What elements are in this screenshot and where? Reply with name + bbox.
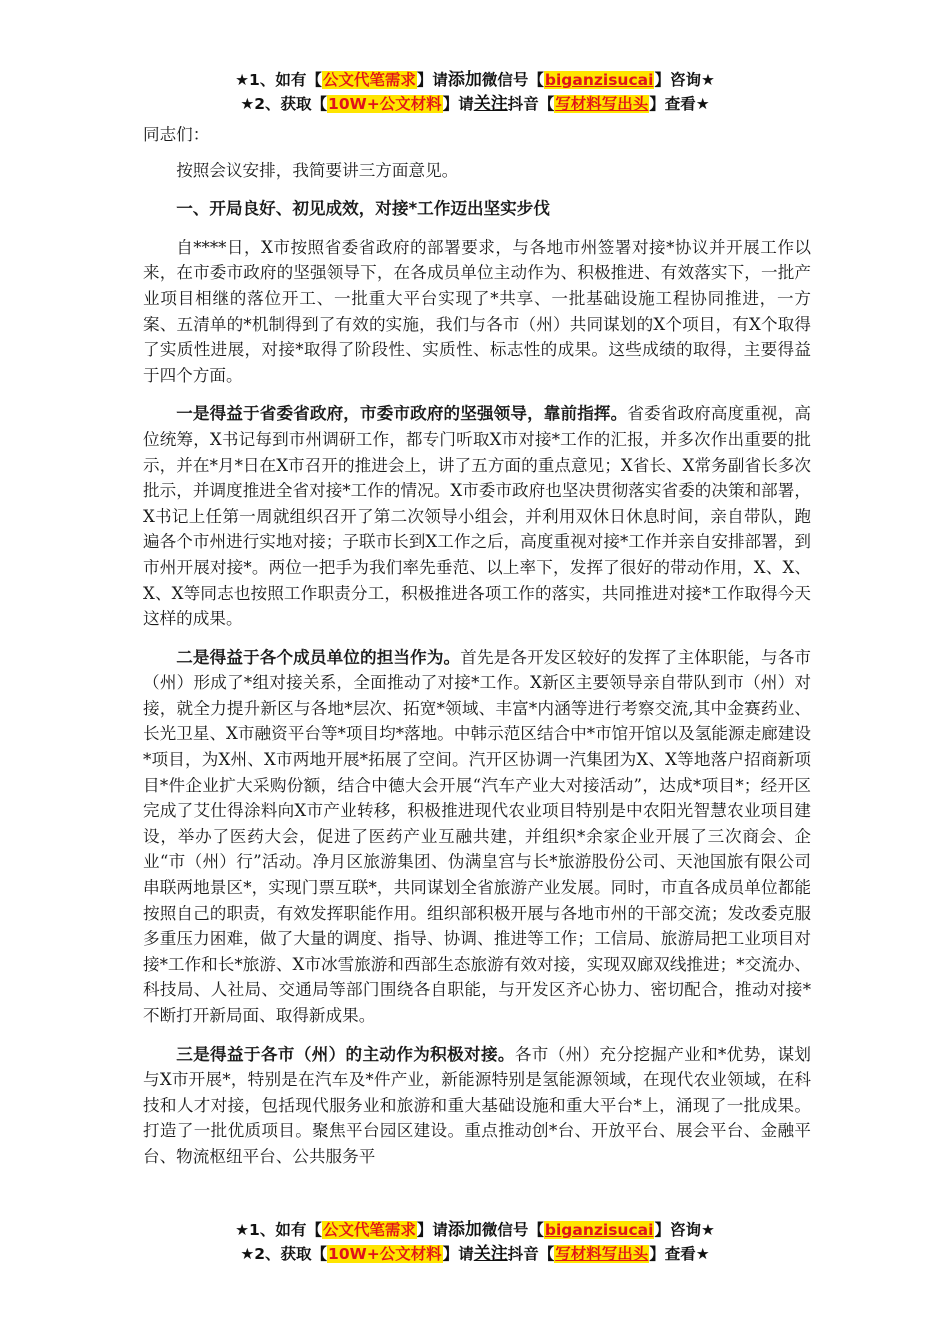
salutation: 同志们： [143, 125, 210, 144]
paragraph-3 [143, 645, 811, 1029]
banner-text: 】咨询★ [654, 71, 715, 89]
banner-emphasis: 关注 [473, 94, 508, 114]
paragraph-lead: 二是得益于各个成员单位的担当作为。 [176, 647, 461, 667]
banner-text: 微信号【 [481, 1221, 544, 1239]
banner-emphasis: 添加 [447, 1220, 482, 1240]
section-heading: 一、开局良好、初见成效，对接*工作迈出坚实步伐 [176, 199, 550, 219]
document-content [143, 122, 811, 1170]
banner-text: 抖音【 [507, 95, 555, 113]
banner-wechat-id: biganzisucai [544, 71, 654, 89]
banner-text: 】咨询★ [654, 1221, 715, 1239]
banner-text: 】请 [442, 1245, 474, 1263]
paragraph-2 [143, 401, 811, 631]
banner-line-2 [0, 1242, 950, 1266]
paragraph-text: 各市（州）充分挖掘产业和*优势，谋划与X市开展*，特别是在汽车及*件产业，新能源特别是氢能源领域，在现代农业领域，在科技和人才对接，包括现代服务业和旅游和重大基础设施和重大平台*上，涌现了一批成果。打造了一批优质项目。聚焦平台园区建设。重点推动创*台、开放平台、展会平台、金融平台、物流枢纽平台、公共服务平 [143, 1044, 811, 1166]
banner-douyin-id: 写材料写出头 [555, 95, 649, 113]
banner-text: 】查看★ [649, 1245, 710, 1263]
banner-text: 】请 [442, 95, 474, 113]
banner-highlight: 公文代笔需求 [322, 71, 416, 89]
banner-text: 微信号【 [481, 71, 544, 89]
banner-text: ★2、获取【 [240, 95, 328, 113]
banner-wechat-id: biganzisucai [544, 1221, 654, 1239]
banner-line-1 [0, 1218, 950, 1242]
paragraph-text: 首先是各开发区较好的发挥了主体职能，与各市（州）形成了*组对接关系，全面推动了对接*工作。X新区主要领导亲自带队到市（州）对接，就全力提升新区与各地*层次、拓宽*领域、丰富*内涵等进行考察交流,其中金赛药业、长光卫星、X市融资平台等*项目均*落地。中韩示范区结合中*市馆开馆以及氢能源走廊建设*项目，为X州、X市两地开展*拓展了空间。汽开区协调一汽集团为X、X等地落户招商新项目*件企业扩大采购份额，结合中德大会开展“汽车产业大对接活动”，达成*项目*；经开区完成了艾仕得涂料向X市产业转移，积极推进现代农业项目特别是中农阳光智慧农业项目建设，举办了医药大会，促进了医药产业互融共建，并组织*余家企业开展了三次商会、企业“市（州）行”活动。净月区旅游集团、伪满皇宫与长*旅游股份公司、天池国旅有限公司串联两地景区*，实现门票互联*，共同谋划全省旅游产业发展。同时，市直各成员单位都能按照自己的职责，有效发挥职能作用。组织部积极开展与各地市州的干部交流；发改委克服多重压力困难，做了大量的调度、指导、协调、推进等工作；工信局、旅游局把工业项目对接*工作和长*旅游、X市冰雪旅游和西部生态旅游有效对接，实现双廊双线推进；*交流办、科技局、人社局、交通局等部门围绕各自职能，与开发区齐心协力、密切配合，推动对接*不断打开新局面、取得新成果。 [143, 647, 811, 1025]
banner-text: ★1、如有【 [235, 1221, 322, 1239]
paragraph-lead: 三是得益于各市（州）的主动作为积极对接。 [176, 1044, 515, 1064]
paragraph-4 [143, 1042, 811, 1170]
banner-emphasis: 关注 [473, 1244, 508, 1264]
banner-text: ★2、获取【 [240, 1245, 328, 1263]
banner-text: 】查看★ [649, 95, 710, 113]
banner-highlight: 10W+公文材料 [328, 95, 442, 113]
document-body [143, 122, 811, 1190]
banner-line-2 [0, 92, 950, 116]
banner-douyin-id: 写材料写出头 [555, 1245, 649, 1263]
paragraph-text: 省委省政府高度重视，高位统筹，X书记每到市州调研工作，都专门听取X市对接*工作的汇报，并多次作出重要的批示，并在*月*日在X市召开的推进会上，讲了五方面的重点意见；X省长、X常务副省长多次批示，并调度推进全省对接*工作的情况。X市委市政府也坚决贯彻落实省委的决策和部署，X书记上任第一周就组织召开了第二次领导小组会，并利用双休日休息时间，亲自带队，跑遍各个市州进行实地对接；子联市长到X工作之后，高度重视对接*工作并亲自安排部署，到市州开展对接*。两位一把手为我们率先垂范、以上率下，发挥了很好的带动作用，X、X、X、X等同志也按照工作职责分工，积极推进各项工作的落实，共同推进对接*工作取得今天这样的成果。 [143, 404, 811, 629]
intro-paragraph: 按照会议安排，我简要讲三方面意见。 [176, 160, 459, 180]
banner-highlight: 公文代笔需求 [322, 1221, 416, 1239]
banner-text: 抖音【 [507, 1245, 555, 1263]
banner-text: 】请 [416, 71, 448, 89]
paragraph-1: 自****日，X市按照省委省政府的部署要求，与各地市州签署对接*协议并开展工作以来，在市委市政府的坚强领导下，在各成员单位主动作为、积极推进、有效落实下，一批产业项目相继的落位开工、一批重大平台实现了*共享、一批基础设施工程协同推进，一方案、五清单的*机制得到了有效的实施，我们与各市（州）共同谋划的X个项目，有X个取得了实质性进展，对接*取得了阶段性、实质性、标志性的成果。这些成绩的取得，主要得益于四个方面。 [143, 237, 811, 385]
footer-banner [0, 1218, 950, 1266]
banner-emphasis: 添加 [447, 70, 482, 90]
banner-text: 】请 [416, 1221, 448, 1239]
banner-line-1 [0, 68, 950, 92]
banner-highlight: 10W+公文材料 [328, 1245, 442, 1263]
banner-text: ★1、如有【 [235, 71, 322, 89]
header-banner [0, 68, 950, 116]
paragraph-lead: 一是得益于省委省政府，市委市政府的坚强领导，靠前指挥。 [176, 404, 628, 424]
